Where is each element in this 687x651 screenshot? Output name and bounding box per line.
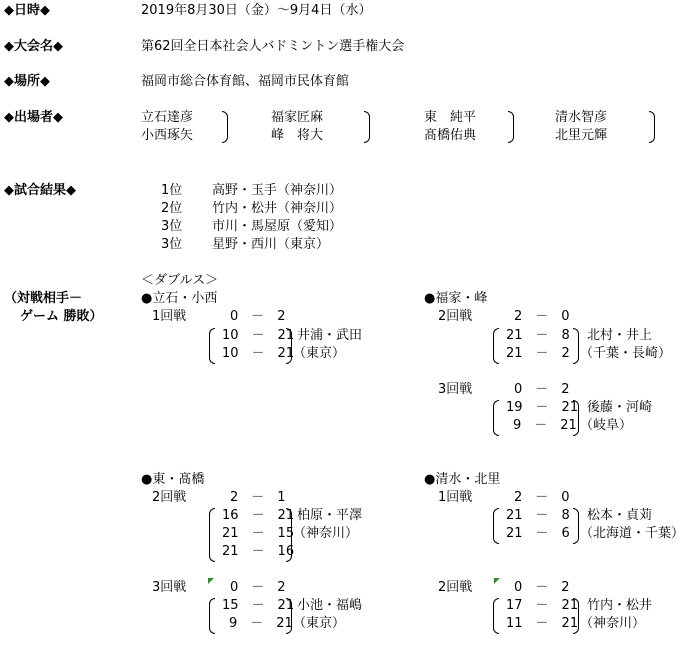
pair-2-round-1-region: （千葉・長崎） [580, 346, 672, 361]
entrant-pair-2-player-1: 福家匠麻 [271, 110, 324, 125]
pair-4-round-2-right-bracket [573, 598, 579, 634]
entrant-pair-3-bracket [508, 111, 514, 143]
result-names-3: 市川・馬屋原（愛知） [212, 219, 343, 234]
pair-4-round-1-score: 2 － 0 [514, 490, 570, 505]
venue-label: ◆場所◆ [4, 74, 50, 89]
pair-2-round-1-game-1: 21 － 8 [506, 328, 570, 343]
category-label: ＜ダブルス＞ [141, 273, 219, 288]
pair-4-round-1-game-1: 21 － 8 [506, 508, 570, 523]
pair-1-round-1-score: 0 － 2 [230, 309, 286, 324]
pair-2-round-1-game-2: 21 － 2 [506, 346, 570, 361]
cell-marker-icon [494, 578, 500, 584]
pair-4-round-1-label: 1回戦 [438, 490, 473, 505]
result-rank-4: 3位 [161, 237, 183, 252]
pair-4-round-2-opponent: 竹内・松井 [587, 598, 653, 613]
pair-3-round-1-game-2: 21 － 15 [222, 526, 295, 541]
pair-3-round-1-game-1: 16 － 21 [222, 508, 295, 523]
pair-1-round-1-game-2: 10 － 21 [222, 346, 295, 361]
entrant-pair-4-player-1: 清水智彦 [555, 110, 608, 125]
pair-4-name: ●清水・北里 [424, 472, 501, 487]
pair-1-round-1-right-bracket [286, 328, 292, 364]
pair-2-name: ●福家・峰 [424, 291, 488, 306]
pair-4-round-2-game-2: 11 － 21 [506, 616, 579, 631]
pair-3-round-1-right-bracket [286, 508, 292, 562]
venue-value: 福岡市総合体育館、福岡市民体育館 [141, 74, 350, 89]
pair-3-round-2-right-bracket [286, 598, 292, 634]
pair-4-round-2-game-1: 17 － 21 [506, 598, 579, 613]
pair-3-round-1-score: 2 － 1 [230, 490, 286, 505]
pair-2-round-2-opponent: 後藤・河崎 [587, 400, 653, 415]
pair-2-round-1-label: 2回戦 [438, 309, 473, 324]
result-names-1: 高野・玉手（神奈川） [212, 183, 343, 198]
pair-2-round-1-right-bracket [573, 328, 579, 364]
pair-1-round-1-region: （東京） [293, 346, 346, 361]
pair-2-round-2-game-2: 9 － 21 [513, 418, 577, 433]
pair-4-round-1-opponent: 松本・貞苅 [587, 508, 653, 523]
result-rank-2: 2位 [161, 201, 183, 216]
entrant-pair-3-player-2: 髙橋佑典 [424, 128, 477, 143]
pair-4-round-2-region: （神奈川） [580, 616, 646, 631]
pair-3-round-2-left-bracket [209, 598, 215, 634]
pair-3-round-2-game-1: 15 － 21 [222, 598, 295, 613]
pair-1-name: ●立石・小西 [141, 291, 218, 306]
pair-2-round-2-score: 0 － 2 [514, 382, 570, 397]
pair-2-round-1-opponent: 北村・井上 [587, 328, 653, 343]
cell-marker-icon [208, 578, 214, 584]
pair-3-round-2-label: 3回戦 [152, 580, 187, 595]
match-side-label-line2: ゲーム 勝敗） [20, 309, 103, 324]
pair-2-round-2-game-1: 19 － 21 [506, 400, 579, 415]
pair-3-round-1-left-bracket [209, 508, 215, 562]
date-label: ◆日時◆ [4, 3, 50, 18]
pair-3-round-1-opponent: 柏原・平澤 [297, 508, 363, 523]
pair-1-round-1-left-bracket [209, 328, 215, 364]
pair-4-round-1-region: （北海道・千葉） [580, 526, 685, 541]
pair-1-round-1-opponent: 井浦・武田 [297, 328, 363, 343]
results-label: ◆試合結果◆ [4, 183, 76, 198]
result-names-2: 竹内・松井（神奈川） [212, 201, 343, 216]
result-names-4: 星野・西川（東京） [212, 237, 330, 252]
entrant-pair-1-bracket [222, 111, 228, 143]
match-side-label-line1: （対戦相手－ [4, 291, 83, 306]
pair-1-round-1-label: 1回戦 [152, 309, 187, 324]
pair-1-round-1-game-1: 10 － 21 [222, 328, 295, 343]
entrant-pair-1-player-2: 小西琢矢 [141, 128, 194, 143]
entrant-pair-4-bracket [649, 111, 655, 143]
pair-4-round-2-left-bracket [493, 598, 499, 634]
pair-4-round-1-right-bracket [573, 508, 579, 544]
pair-2-round-2-label: 3回戦 [438, 382, 473, 397]
pair-4-round-2-score: 0 － 2 [514, 580, 570, 595]
pair-3-round-1-game-3: 21 － 16 [222, 544, 295, 559]
entrant-pair-4-player-2: 北里元輝 [555, 128, 608, 143]
pair-3-round-2-game-2: 9 － 21 [229, 616, 293, 631]
date-value: 2019年8月30日（金）～9月4日（水） [141, 3, 372, 18]
pair-3-name: ●東・髙橋 [141, 472, 205, 487]
pair-3-round-1-region: （神奈川） [293, 526, 359, 541]
event-value: 第62回全日本社会人バドミントン選手権大会 [141, 39, 405, 54]
entrant-pair-3-player-1: 東 純平 [424, 110, 477, 125]
pair-4-round-1-game-2: 21 － 6 [506, 526, 570, 541]
pair-2-round-2-left-bracket [493, 400, 499, 436]
entrant-pair-1-player-1: 立石達彦 [141, 110, 194, 125]
pair-2-round-1-left-bracket [493, 328, 499, 364]
pair-2-round-1-score: 2 － 0 [514, 309, 570, 324]
pair-3-round-2-score: 0 － 2 [230, 580, 286, 595]
pair-3-round-1-label: 2回戦 [152, 490, 187, 505]
entrants-label: ◆出場者◆ [4, 110, 63, 125]
pair-4-round-1-left-bracket [493, 508, 499, 544]
result-rank-1: 1位 [161, 183, 183, 198]
entrant-pair-2-player-2: 峰 将大 [271, 128, 324, 143]
pair-2-round-2-region: （岐阜） [580, 418, 633, 433]
pair-3-round-2-opponent: 小池・福嶋 [297, 598, 363, 613]
result-rank-3: 3位 [161, 219, 183, 234]
pair-3-round-2-region: （東京） [293, 616, 346, 631]
event-label: ◆大会名◆ [4, 39, 63, 54]
pair-2-round-2-right-bracket [573, 400, 579, 436]
pair-4-round-2-label: 2回戦 [438, 580, 473, 595]
entrant-pair-2-bracket [364, 111, 370, 143]
